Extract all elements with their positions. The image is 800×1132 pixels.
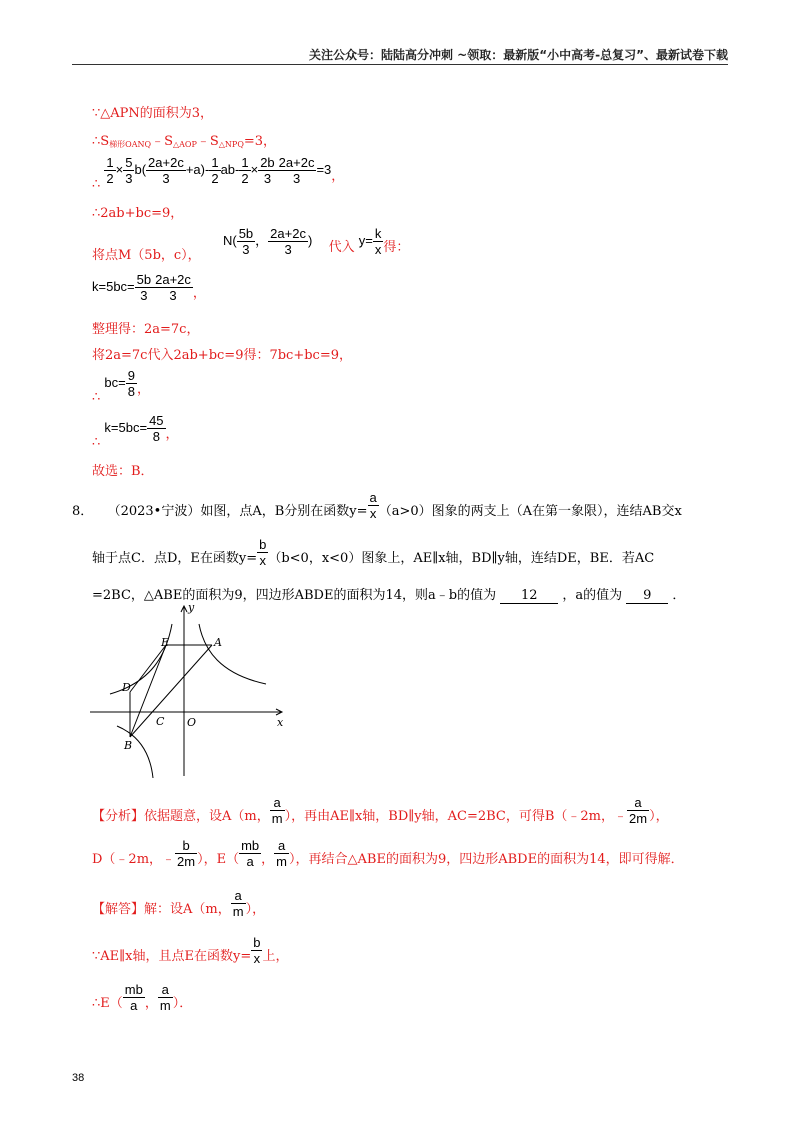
fraction: $\frac{mb}{a}$ xyxy=(241,838,260,869)
label-e: E xyxy=(161,636,170,649)
answer-text: ， xyxy=(144,996,158,1011)
q8-text: ． xyxy=(672,588,686,603)
comma: ， xyxy=(165,427,179,442)
subscript-trapezoid: 梯形OANQ xyxy=(109,140,152,149)
fraction: $\frac{1}{2}$ xyxy=(211,155,219,186)
analysis-text: ），再由AE∥x轴，BD∥y轴，AC=2BC，可得B（﹣2m，﹣ xyxy=(284,809,628,824)
substitute-label: 代入 xyxy=(328,240,355,255)
analysis-text: ），E（ xyxy=(197,852,240,867)
fraction: $\frac{a}{2m}$ xyxy=(629,795,648,826)
fraction: $\frac{a}{m}$ xyxy=(232,888,244,919)
analysis-text: 依据题意，设A（m， xyxy=(144,809,270,824)
q8-text: 轴于点C．点D，E在函数y= xyxy=(92,551,258,566)
sol7-line2 xyxy=(92,130,276,150)
math-text: N( xyxy=(222,233,237,248)
answer-tag: 【解答】 xyxy=(92,902,145,917)
math-text: k=5bc= xyxy=(92,279,135,294)
fraction: $\frac{5}{3}$ xyxy=(125,155,133,186)
label-d: D xyxy=(122,681,131,694)
segment-de xyxy=(130,645,166,692)
answer-blank-1: 12 xyxy=(500,588,558,604)
answer-text: ）， xyxy=(245,902,266,917)
therefore-symbol: ∴ xyxy=(92,177,101,192)
fraction: $\frac{mb}{a}$ xyxy=(124,982,143,1013)
sol7-line7: 整理得：2a=7c， xyxy=(92,322,200,337)
math-text: =3 xyxy=(316,162,332,177)
fraction: $\frac{b}{x}$ xyxy=(253,935,261,966)
sol7-line9 xyxy=(92,368,150,405)
answer-text: ∵AE∥x轴，且点E在函数y= xyxy=(92,949,252,964)
answer-blank-2: 9 xyxy=(626,588,668,604)
sol7-line10 xyxy=(92,413,179,450)
fraction: $\frac{k}{x}$ xyxy=(374,226,382,257)
times: × xyxy=(250,162,259,177)
q8-text: =2BC，△ABE的面积为9，四边形ABDE的面积为14，则a﹣b的值为 xyxy=(92,588,497,603)
comma: ， xyxy=(331,169,345,184)
answer-text: 解：设A（m， xyxy=(144,902,231,917)
sol7-line6 xyxy=(92,272,206,303)
math-text: b( xyxy=(134,162,147,177)
fraction: $\frac{a}{x}$ xyxy=(369,490,377,521)
q8-text: （b<0，x<0）图象上，AE∥x轴，BD∥y轴，连结DE，BE．若AC xyxy=(268,551,655,566)
math-text: ab- xyxy=(220,162,240,177)
segment-ab xyxy=(130,645,212,737)
q8-text: （2023•宁波）如图，点A，B分别在函数y= xyxy=(107,504,368,519)
analysis-line2 xyxy=(92,838,684,869)
q8-text: ，a的值为 xyxy=(562,588,623,603)
analysis-text: D（﹣2m，﹣ xyxy=(92,852,176,867)
page-number: 38 xyxy=(72,1072,85,1084)
analysis-text: ）， xyxy=(649,809,669,824)
analysis-text: ， xyxy=(261,852,275,867)
times: × xyxy=(115,162,124,177)
equals-three: =3， xyxy=(243,134,277,149)
label-c: C xyxy=(156,715,165,728)
subscript-npq: △NPQ xyxy=(218,140,244,149)
fraction: $\frac{a}{m}$ xyxy=(159,982,171,1013)
q8-line2 xyxy=(92,537,654,568)
answer-text: ）． xyxy=(172,996,193,1011)
answer-text: ∴E（ xyxy=(92,996,123,1011)
sol7-line1: ∵△APN的面积为3， xyxy=(92,106,214,121)
answer-line3 xyxy=(92,982,192,1013)
fraction: $\frac{45}{8}$ xyxy=(149,413,164,444)
subscript-aop: △AOP xyxy=(173,140,197,149)
s-symbol: ∴S xyxy=(92,134,110,149)
curve-b-second-quadrant xyxy=(110,624,172,694)
math-text: bc= xyxy=(104,375,126,390)
q8-line1 xyxy=(72,490,682,521)
comma: ， xyxy=(136,382,150,397)
fraction: $\frac{5b}{3}$ xyxy=(238,226,254,257)
analysis-text: ），再结合△ABE的面积为9，四边形ABDE的面积为14，即可得解． xyxy=(289,852,684,867)
q8-text: （a>0）图象的两支上（A在第一象限），连结AB交x xyxy=(378,504,682,519)
fraction: $\frac{2a+2c}{3}$ xyxy=(270,226,306,257)
answer-text: 上， xyxy=(262,949,289,964)
math-text: +a) xyxy=(185,162,205,177)
math-text: k=5bc= xyxy=(104,420,148,435)
sol7-line5 xyxy=(92,226,409,263)
get-label: 得： xyxy=(383,240,410,255)
fraction: $\frac{b}{x}$ xyxy=(259,537,267,568)
label-a: A xyxy=(214,636,222,649)
answer-line2 xyxy=(92,935,288,966)
question-number: 8． xyxy=(72,504,94,519)
minus-s: ﹣S xyxy=(151,134,173,149)
minus-s: ﹣S xyxy=(196,134,219,149)
label-o: O xyxy=(187,716,197,729)
fraction: $\frac{2a+2c}{3}$ xyxy=(155,272,191,303)
analysis-line1 xyxy=(92,795,669,826)
curve-a-third-quadrant xyxy=(117,726,153,778)
header-divider xyxy=(72,64,728,65)
math-text: y= xyxy=(358,233,373,248)
sol7-line11: 故选：B． xyxy=(92,464,154,479)
fraction: $\frac{5b}{3}$ xyxy=(136,272,152,303)
answer-line1 xyxy=(92,888,265,919)
analysis-tag: 【分析】 xyxy=(92,809,145,824)
fraction: $\frac{2b}{3}$ xyxy=(260,155,275,186)
math-text: ， xyxy=(255,233,269,248)
curve-a-first-quadrant xyxy=(199,624,266,684)
fraction: $\frac{1}{2}$ xyxy=(106,155,114,186)
therefore-symbol: ∴ xyxy=(92,390,101,405)
sol7-line4: ∴2ab+bc=9， xyxy=(92,206,184,221)
page-header: 关注公众号：陆陆高分冲刺 ~领取：最新版“小中高考-总复习”、最新试卷下载 xyxy=(309,48,728,62)
fraction: $\frac{a}{m}$ xyxy=(271,795,283,826)
substitute-text: 将点M（5b，c）， xyxy=(92,248,201,263)
label-b: B xyxy=(124,739,133,752)
fraction: $\frac{2a+2c}{3}$ xyxy=(148,155,184,186)
fraction: $\frac{a}{m}$ xyxy=(276,838,288,869)
comma: ， xyxy=(192,286,206,301)
fraction: $\frac{1}{2}$ xyxy=(241,155,249,186)
math-text: ) xyxy=(307,233,313,248)
label-x: x xyxy=(277,716,284,729)
label-y: y xyxy=(188,601,195,614)
therefore-symbol: ∴ xyxy=(92,435,101,450)
sol7-line8: 将2a=7c代入2ab+bc=9得：7bc+bc=9， xyxy=(92,348,353,363)
fraction: $\frac{b}{2m}$ xyxy=(177,838,196,869)
fraction: $\frac{9}{8}$ xyxy=(127,368,135,399)
fraction: $\frac{2a+2c}{3}$ xyxy=(278,155,315,186)
minus: - xyxy=(205,162,210,177)
sol7-line3-equation xyxy=(92,155,344,192)
hyperbola-figure xyxy=(86,600,296,780)
